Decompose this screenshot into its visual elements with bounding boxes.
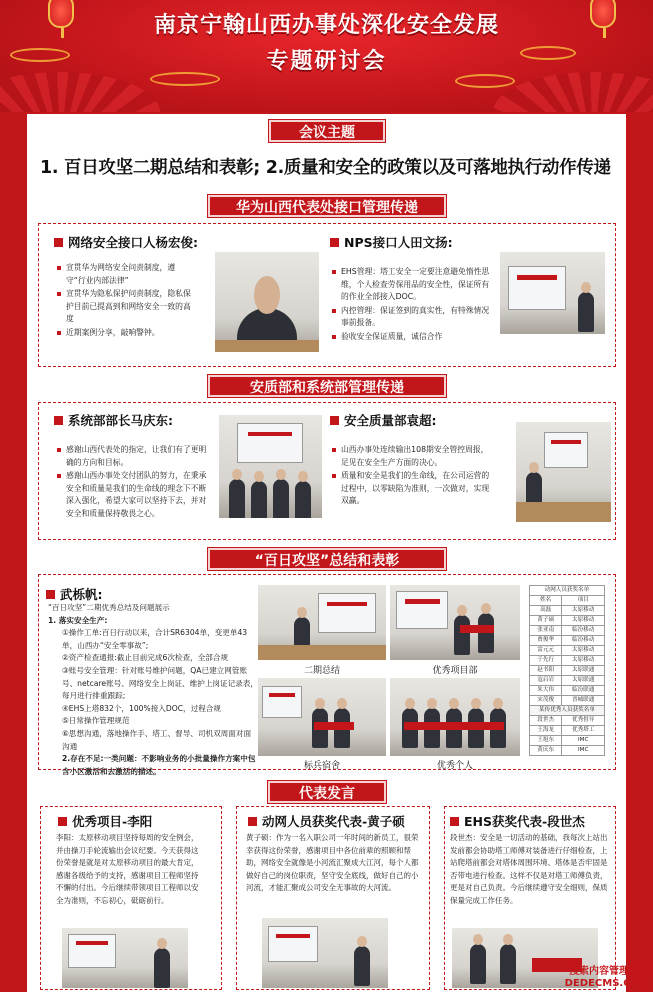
caption-phase2-summary: 二期总结 <box>303 666 340 676</box>
poster-title-line1: 南京宁翰山西办事处深化安全发展 <box>153 12 499 38</box>
huawei-left-title: 网络安全接口人杨宏俊: <box>54 233 198 251</box>
fan-decoration-right <box>493 72 653 112</box>
list-item: 验收安全保证质量，诚信合作 <box>331 331 495 344</box>
rep-title-li-yang: 优秀项目-李阳 <box>58 812 152 830</box>
cloud-decoration <box>455 74 515 88</box>
photo-ma-qingdong <box>219 415 322 518</box>
square-bullet-icon <box>248 817 257 826</box>
table-subtitle-row: 某传优秀人员获奖名单 <box>530 706 605 716</box>
table-row: 张亚南 临汾移动 <box>530 626 605 636</box>
section-heading-hundred: “百日攻坚”总结和表彰 <box>208 548 446 570</box>
table-row: 黄庆东 IMC <box>530 746 605 756</box>
square-bullet-icon <box>46 590 55 599</box>
table-row: 雷元元 太原移动 <box>530 646 605 656</box>
list-item: ②资产检查通报:截止目前完成6次检查，全部合规 <box>62 653 229 663</box>
table-row: 王旭东 IMC <box>530 736 605 746</box>
list-item: ③账号安全管理：针对账号维护问题，QA已建立网管账号、netcare账号、网络安全上岗证、维护上岗证记录表，每月进行排重跟踪; <box>62 665 258 701</box>
award-list-title: 动网人员获奖名单 <box>530 586 605 596</box>
table-row: 高磊 太原移动 <box>530 606 605 616</box>
table-row: 于先行 太原移动 <box>530 656 605 666</box>
photo-huang-zishuo <box>262 918 388 988</box>
list-item: 质量和安全是我们的生命线，在公司运营的过程中，以零缺陷为准则，一次做对，实现双赢。 <box>331 470 495 508</box>
huawei-right-list <box>331 266 495 344</box>
dept-left-list <box>56 444 212 521</box>
hundred-summary <box>48 602 258 778</box>
theme-text: 1. 百日攻坚二期总结和表彰; 2.质量和安全的政策以及可落地执行动作传递 <box>40 158 611 178</box>
square-bullet-icon <box>330 238 339 247</box>
square-bullet-icon <box>330 416 339 425</box>
hundred-speaker: 武栎帆: <box>46 585 103 603</box>
list-item: ①操作工单:百日行动以来，合计SR6304单，变更单43单，山西办“安全零事故”; <box>62 628 248 650</box>
list-item: ⑥思想沟通，落地操作手、塔工、督导、司机双周面对面沟通 <box>62 728 252 751</box>
table-row: 宋茂俊 晋城联通 <box>530 696 605 706</box>
photo-excellent-project <box>390 585 520 660</box>
fan-decoration-left <box>0 72 160 112</box>
watermark: 搜索内容管理系统 DEDECMS.COM <box>564 966 649 989</box>
dept-right-list <box>331 444 495 509</box>
photo-model-dorm <box>258 678 386 756</box>
photo-phase2-summary <box>258 585 386 660</box>
table-row: 赵书阳 太原联通 <box>530 666 605 676</box>
column-header: 姓名 <box>530 596 562 606</box>
photo-tian-wenyang <box>500 252 605 334</box>
hundred-section1: 1. 落实安全生产: <box>48 615 108 625</box>
rep-text-huang-zishuo: 黄子硕：作为一名入职公司一年时间的新员工，很荣幸获得这份荣誉，感谢项目中各位前辈的照顾和帮助，网络安全就像是小河流汇聚成大江河，每个人都做好自己的岗位职责，坚守安全底线，做好自己的小河流，才能汇聚成公司安全无事故的大河流。 <box>246 833 419 892</box>
photo-yang-hongjun <box>215 252 319 352</box>
rep-title-duan-shijie: EHS获奖代表-段世杰 <box>450 812 585 830</box>
hundred-items <box>48 627 258 753</box>
column-header: 项目 <box>562 596 605 606</box>
list-item: ④EHS上塔832个，100%接入DOC，过程合规 <box>62 703 221 713</box>
section-heading-huawei: 华为山西代表处接口管理传递 <box>208 195 446 217</box>
table-row: 寇启岩 太原联通 <box>530 676 605 686</box>
list-item: 内控管理：保证签到的真实性，有特殊情况事前报备。 <box>331 305 495 330</box>
poster-header <box>0 0 653 112</box>
square-bullet-icon <box>450 817 459 826</box>
table-row: 王海龙 优秀塔工 <box>530 726 605 736</box>
rep-text-li-yang: 李阳：太原移动项目坚持每周的安全例会，并由操刀手轮流输出会议纪要。今天获得这份荣誉是就是对太原移动项目的最大肯定，感谢各级给予的支持，感谢项目工程师坚持不懈的付出。今后继续带领项目工程师以安全为准则，不忘初心，砥砺前行。 <box>56 833 199 905</box>
table-row: 黄子硕 太原移动 <box>530 616 605 626</box>
section-heading-reps: 代表发言 <box>268 781 386 803</box>
photo-yuan-chao <box>516 422 611 522</box>
square-bullet-icon <box>54 238 63 247</box>
list-item: 感谢山西办事处交付团队的努力，在秉承安全和质量是我们的生命线的理念下不断深入强化，希望大家可以坚持下去，并对安全和质量保持敬畏之心。 <box>56 470 212 520</box>
section-heading-dept: 安质部和系统部管理传递 <box>208 375 446 397</box>
square-bullet-icon <box>58 817 67 826</box>
list-item: 宣贯华为网络安全问责制度，遵守“行业内部法律” <box>56 262 194 287</box>
dept-left-title: 系统部部长马庆东: <box>54 411 173 429</box>
table-row: 段世杰 优秀督导 <box>530 716 605 726</box>
photo-excellent-individual <box>390 678 520 756</box>
caption-excellent-individual: 优秀个人 <box>436 761 473 771</box>
huawei-right-title: NPS接口人田文扬: <box>330 233 453 251</box>
hundred-intro: “百日攻坚”二期优秀总结及问题展示 <box>48 603 170 612</box>
table-row: 朱大伟 临汾联通 <box>530 686 605 696</box>
list-item: ⑤日常操作管理规范 <box>62 716 130 726</box>
photo-li-yang <box>62 928 188 988</box>
list-item: 宣贯华为隐私保护问责制度，隐私保护目前已提高到和网络安全一致的高度 <box>56 288 194 326</box>
list-item: 山西办事处连续输出108期安全管控周报，足见在安全生产方面的决心。 <box>331 444 495 469</box>
table-row: 贾俊华 临汾移动 <box>530 636 605 646</box>
rep-text-duan-shijie: 段世杰：安全是一切活动的基础，我每次上站出发前都会协助塔工师傅对装备进行仔细检查，上站爬塔前都会对塔体周围环境、塔体是否牢固是否带电进行检查。这样不仅是对塔工师傅负责，更是对自己负责。今后继续遵守安全细则，保质保量完成工作任务。 <box>450 833 608 905</box>
rep-title-huang-zishuo: 动网人员获奖代表-黄子硕 <box>248 812 405 830</box>
hundred-section2: 2.存在不足:一类问题：不影响业务的小批量操作方案中包含小区激活和去激活的描述。 <box>62 754 256 776</box>
list-item: 近期案例分享，敲响警钟。 <box>56 327 194 340</box>
huawei-left-list <box>56 262 194 340</box>
award-list-table <box>529 585 605 756</box>
section-heading-theme: 会议主题 <box>269 120 385 142</box>
list-item: EHS管理：塔工安全一定要注意避免惰性思维，个人检查劳保用品的安全性，保证所有的作业全部接入DOC。 <box>331 266 495 304</box>
caption-excellent-project: 优秀项目部 <box>432 666 478 676</box>
square-bullet-icon <box>54 416 63 425</box>
list-item: 感谢山西代表处的指定，让我们有了更明确的方向和目标。 <box>56 444 212 469</box>
dept-right-title: 安全质量部袁超: <box>330 411 437 429</box>
caption-model-dorm: 标兵宿舍 <box>303 761 340 771</box>
poster-title-line2: 专题研讨会 <box>266 48 387 74</box>
